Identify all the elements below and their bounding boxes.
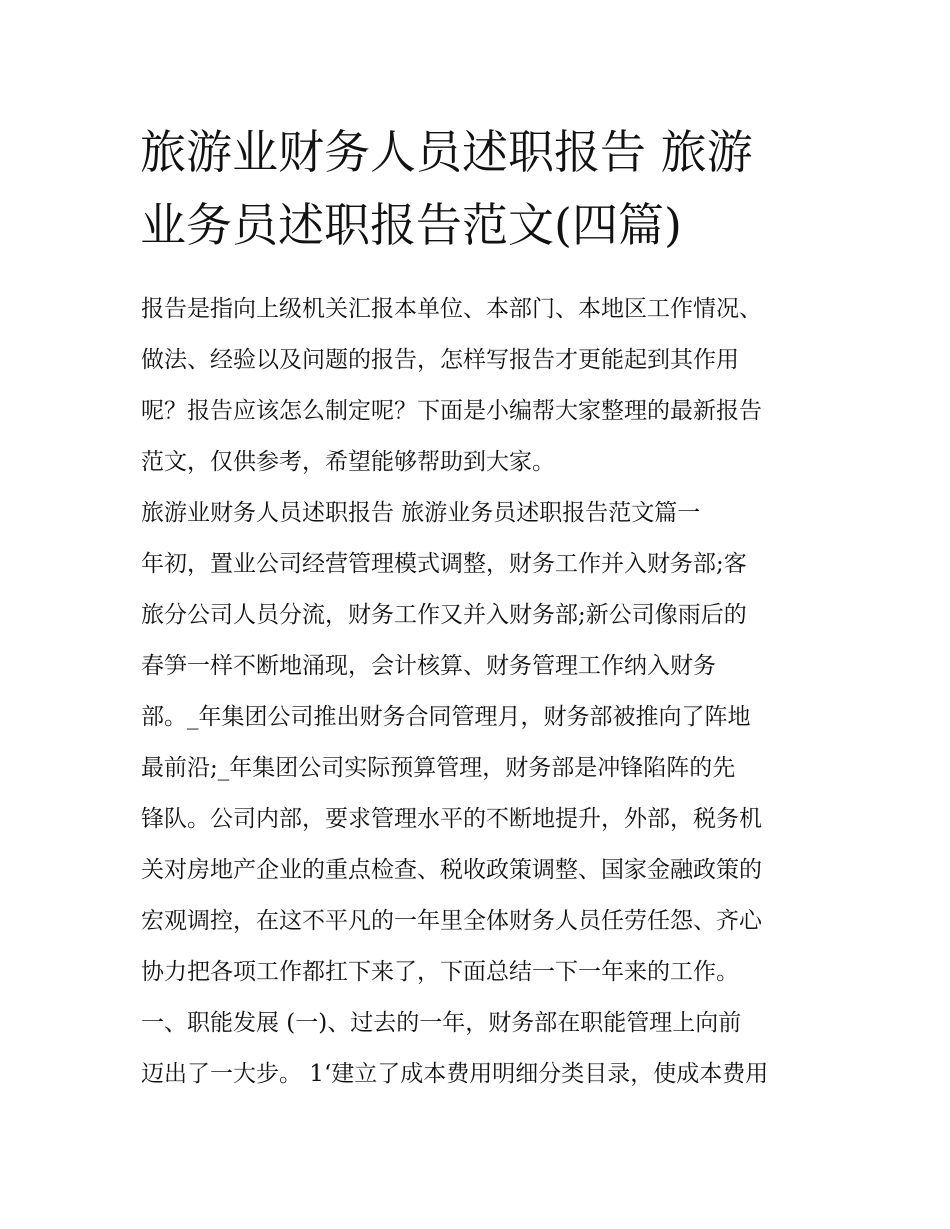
body-line: 报告是指向上级机关汇报本单位、本部门、本地区工作情况、 — [141, 296, 762, 322]
title-line: 业务员述职报告范文(四篇) — [140, 198, 682, 252]
document-body — [141, 284, 831, 1100]
body-line: 锋队。公司内部，要求管理水平的不断地提升，外部，税务机 — [141, 806, 762, 832]
body-line: 做法、经验以及问题的报告，怎样写报告才更能起到其作用 — [141, 347, 739, 373]
body-line: 协力把各项工作都扛下来了，下面总结一下一年来的工作。 — [141, 959, 739, 985]
body-line: 最前沿;_年集团公司实际预算管理，财务部是冲锋陷阵的先 — [141, 755, 736, 781]
body-line: 宏观调控，在这不平凡的一年里全体财务人员任劳任怨、齐心 — [141, 908, 762, 934]
body-line: 迈出了一大步。 1‘建立了成本费用明细分类目录，使成本费用 — [141, 1061, 769, 1087]
body-line: 呢？报告应该怎么制定呢？下面是小编帮大家整理的最新报告 — [141, 398, 762, 424]
body-line: 部。_年集团公司推出财务合同管理月，财务部被推向了阵地 — [141, 704, 751, 730]
body-line: 年初，置业公司经营管理模式调整，财务工作并入财务部;客 — [141, 551, 747, 577]
body-line: 关对房地产企业的重点检查、税收政策调整、国家金融政策的 — [141, 857, 762, 883]
section-heading: 旅游业财务人员述职报告 旅游业务员述职报告范文篇一 — [141, 500, 701, 526]
body-line: 一、职能发展 (一)、过去的一年，财务部在职能管理上向前 — [141, 1010, 742, 1036]
body-line: 范文，仅供参考，希望能够帮助到大家。 — [141, 449, 555, 475]
page-title — [140, 116, 830, 262]
body-line: 春笋一样不断地涌现，会计核算、财务管理工作纳入财务 — [141, 653, 716, 679]
body-line: 旅分公司人员分流，财务工作又并入财务部;新公司像雨后的 — [141, 602, 747, 628]
title-line: 旅游业财务人员述职报告 旅游 — [140, 125, 753, 179]
